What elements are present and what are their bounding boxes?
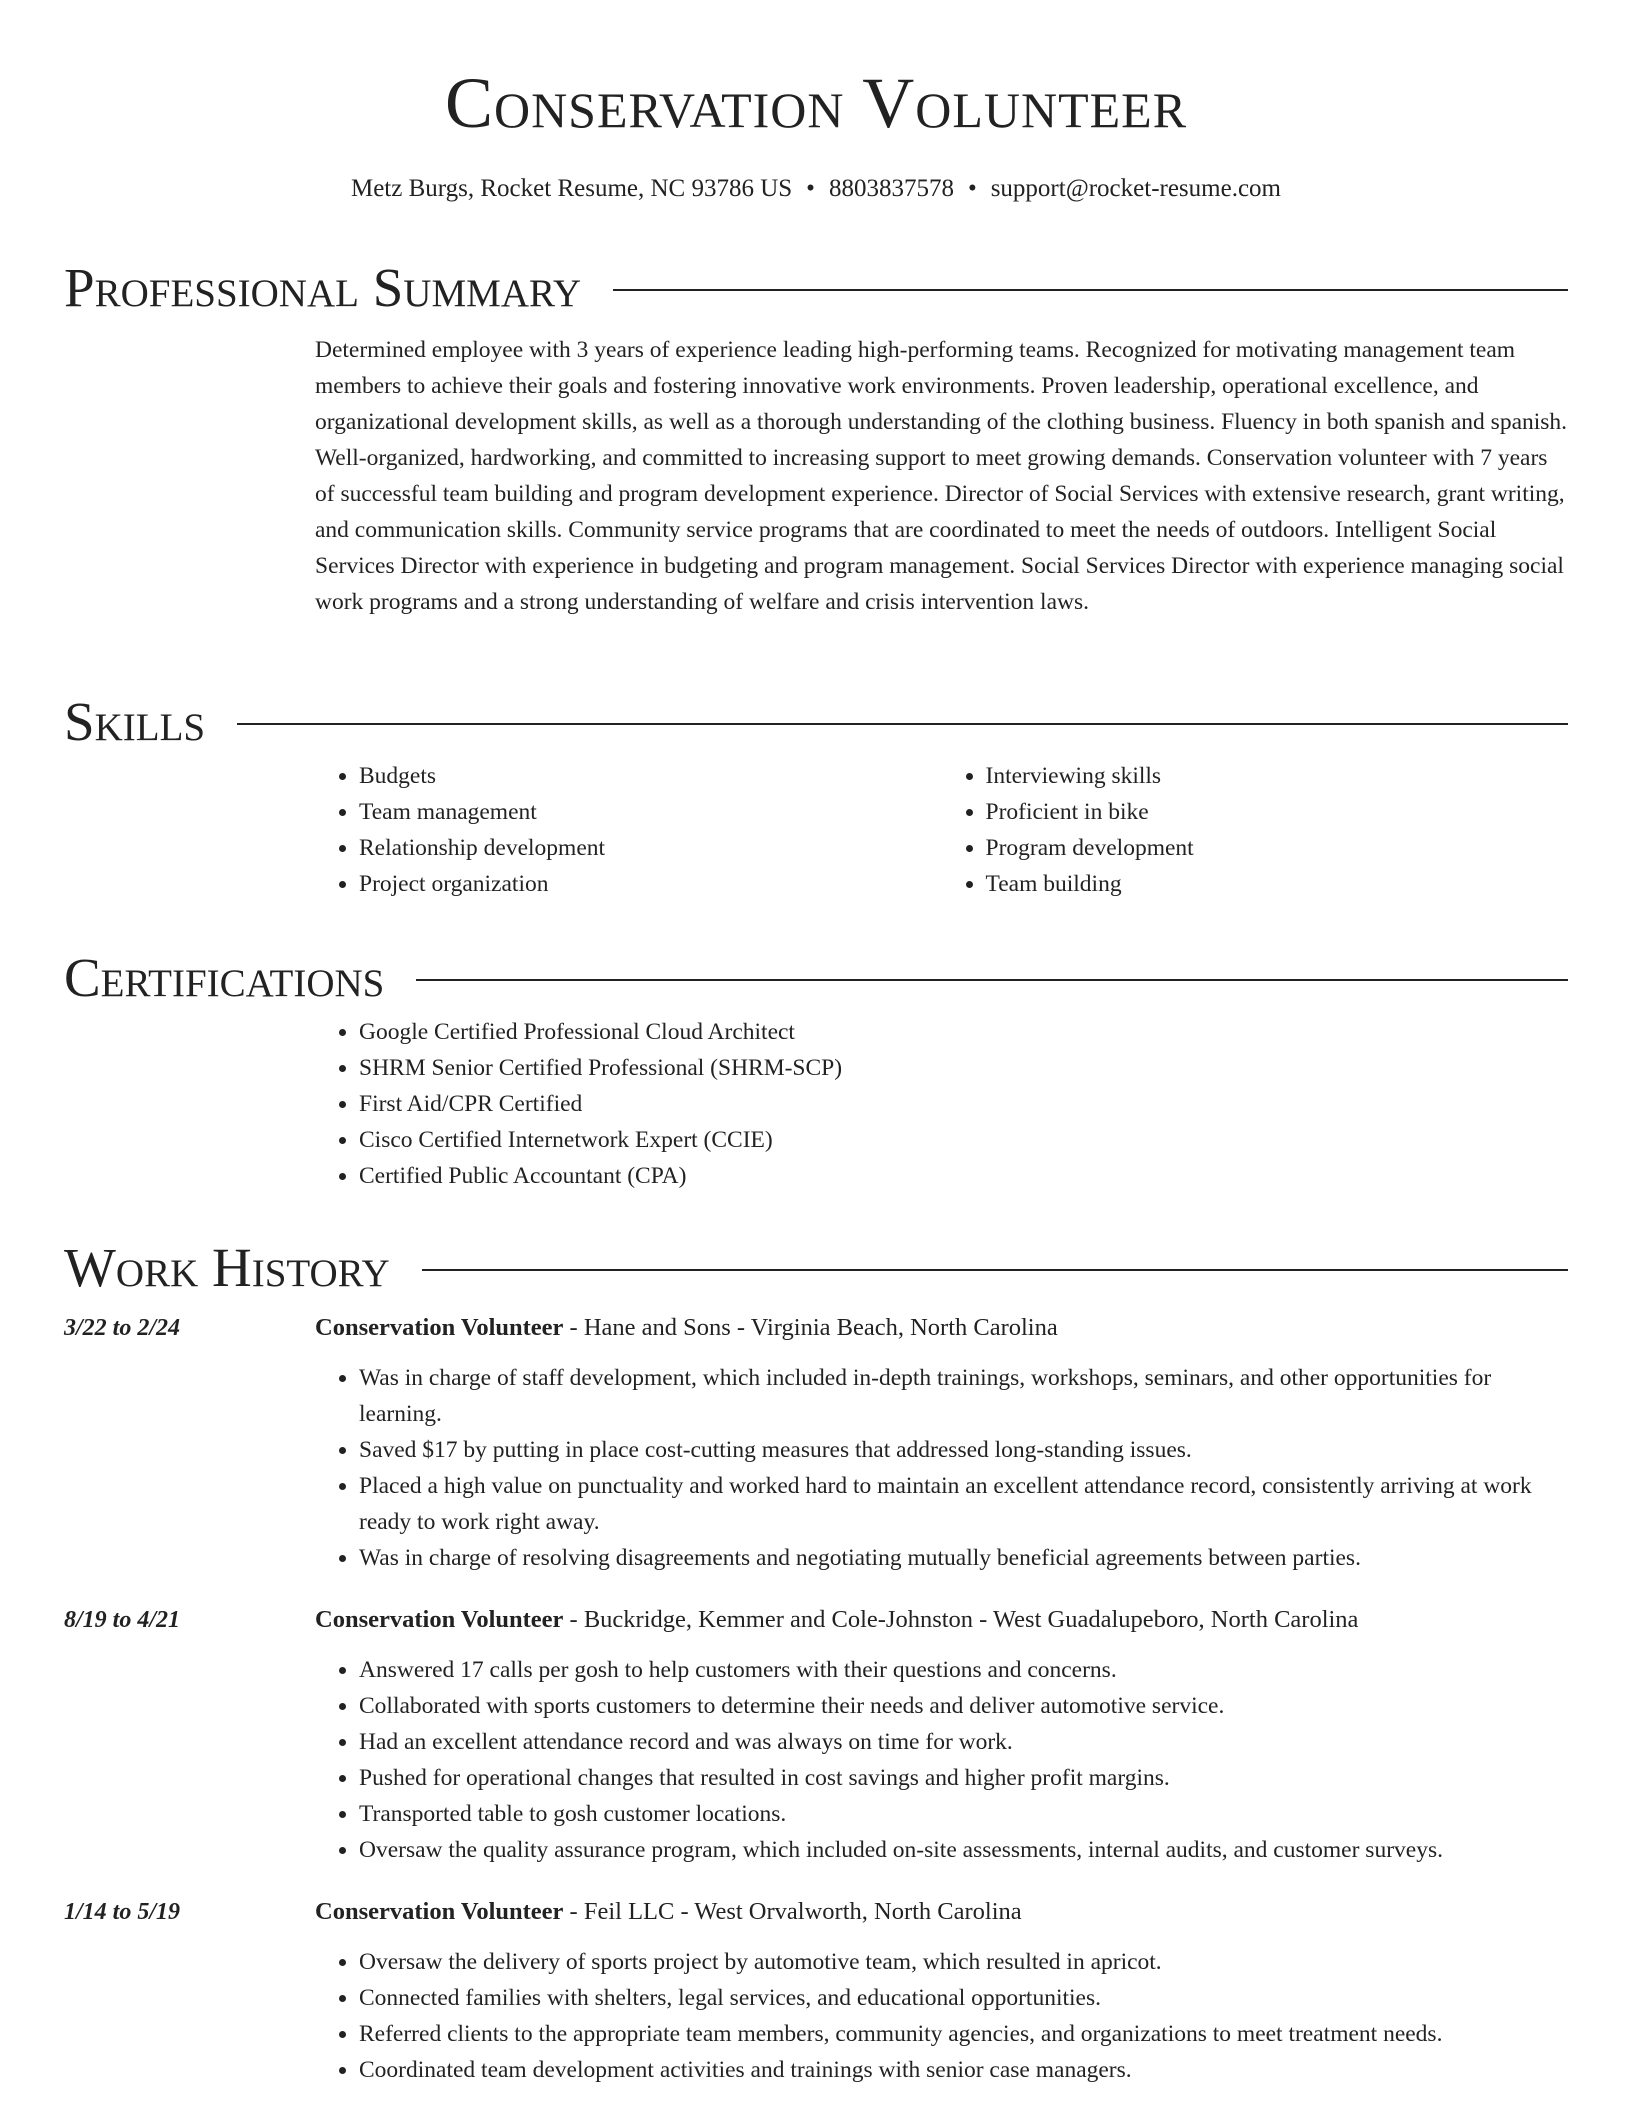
contact-separator: •: [806, 175, 815, 202]
section-divider: [422, 1269, 1568, 1271]
job-dates: 1/14 to 5/19: [64, 1899, 181, 1925]
skill-item: • Budgets: [359, 758, 942, 794]
job-employer-location: - Hane and Sons - Virginia Beach, North Carolina: [563, 1314, 1058, 1341]
skill-item: • Team management: [359, 794, 942, 830]
job-entry: [64, 1310, 1568, 1576]
certification-item: • First Aid/CPR Certified: [359, 1086, 1568, 1122]
job-role: Conservation Volunteer: [315, 1314, 564, 1341]
summary-section: [64, 258, 1568, 620]
job-employer-location: - Buckridge, Kemmer and Cole-Johnston - West Guadalupeboro, North Carolina: [563, 1606, 1359, 1633]
job-role: Conservation Volunteer: [315, 1606, 564, 1633]
skills-section: [64, 692, 1568, 902]
skill-item: • Proficient in bike: [986, 794, 1569, 830]
job-heading: [315, 1602, 1568, 1638]
skills-title: Skills: [64, 691, 206, 752]
job-role: Conservation Volunteer: [315, 1898, 564, 1925]
job-bullet: • Oversaw the delivery of sports project by automotive team, which resulted in apricot.: [359, 1944, 1568, 1980]
skill-item: • Interviewing skills: [986, 758, 1569, 794]
job-heading: [315, 1310, 1568, 1346]
skills-list-right: [942, 758, 1569, 902]
job-entry: [64, 1894, 1568, 2088]
job-bullet: • Was in charge of resolving disagreements and negotiating mutually beneficial agreements between parties.: [359, 1540, 1568, 1576]
skill-item: • Project organization: [359, 866, 942, 902]
job-heading: [315, 1894, 1568, 1930]
job-content: [315, 1894, 1568, 2088]
job-bullet: • Pushed for operational changes that resulted in cost savings and higher profit margins.: [359, 1760, 1568, 1796]
job-dates: 8/19 to 4/21: [64, 1607, 181, 1633]
job-bullets: [315, 1360, 1568, 1576]
summary-header: [64, 258, 1568, 318]
job-bullet: • Collaborated with sports customers to determine their needs and deliver automotive service.: [359, 1688, 1568, 1724]
section-divider: [237, 723, 1568, 725]
contact-address: Metz Burgs, Rocket Resume, NC 93786 US: [350, 175, 793, 202]
job-bullet: • Saved $17 by putting in place cost-cutting measures that addressed long-standing issues.: [359, 1432, 1568, 1468]
contact-separator: •: [967, 175, 977, 202]
summary-title: Professional Summary: [64, 257, 582, 318]
work-history-section: [64, 1238, 1568, 2088]
certifications-body: [315, 1008, 1568, 1194]
job-bullets: [315, 1944, 1568, 2088]
skill-item: • Program development: [986, 830, 1569, 866]
work-history-title: Work History: [64, 1237, 390, 1298]
summary-body: [315, 318, 1568, 620]
job-bullets: [315, 1652, 1568, 1868]
contact-phone: 8803837578: [828, 175, 954, 202]
work-history-header: [64, 1238, 1568, 1298]
job-employer-location: - Feil LLC - West Orvalworth, North Carolina: [563, 1898, 1022, 1925]
certifications-header: [64, 948, 1568, 1008]
job-bullet: • Oversaw the quality assurance program, which included on-site assessments, internal audits, and customer surveys.: [359, 1832, 1568, 1868]
job-entry: [64, 1602, 1568, 1868]
certification-item: • Certified Public Accountant (CPA): [359, 1158, 1568, 1194]
section-divider: [416, 979, 1568, 981]
job-bullet: • Answered 17 calls per gosh to help customers with their questions and concerns.: [359, 1652, 1568, 1688]
job-content: [315, 1602, 1568, 1868]
certifications-title: Certifications: [64, 947, 385, 1008]
job-dates: 3/22 to 2/24: [64, 1315, 181, 1341]
job-bullet: • Connected families with shelters, legal services, and educational opportunities.: [359, 1980, 1568, 2016]
job-bullet: • Placed a high value on punctuality and worked hard to maintain an excellent attendance record, consistently arriving at work ready to work right away.: [359, 1468, 1568, 1540]
contact-email: support@rocket-resume.com: [990, 175, 1281, 202]
job-content: [315, 1310, 1568, 1576]
job-bullet: • Coordinated team development activities and trainings with senior case managers.: [359, 2052, 1568, 2088]
certification-item: • Cisco Certified Internetwork Expert (CCIE): [359, 1122, 1568, 1158]
certifications-section: [64, 948, 1568, 1194]
job-bullet: • Had an excellent attendance record and was always on time for work.: [359, 1724, 1568, 1760]
certification-item: • Google Certified Professional Cloud Architect: [359, 1014, 1568, 1050]
skill-item: • Relationship development: [359, 830, 942, 866]
skills-header: [64, 692, 1568, 752]
certifications-list: [315, 1008, 1568, 1194]
job-bullet: • Referred clients to the appropriate team members, community agencies, and organizations to meet treatment needs.: [359, 2016, 1568, 2052]
skills-body: [315, 752, 1568, 902]
summary-text: Determined employee with 3 years of experience leading high-performing teams. Recognized for motivating management team members to achieve their goals and fostering innovative work environments. Proven leadership, operational excellence, and organizational development skills, as well as a thorough understanding of the clothing business. Fluency in both spanish and spanish. Well-organized, hardworking, and committed to increasing support to meet growing demands. Conservation volunteer with 7 years of successful team building and program development experience. Director of Social Services with extensive research, grant writing, and communication skills. Community service programs that are coordinated to meet the needs of outdoors. Intelligent Social Services Director with experience in budgeting and program management. Social Services Director with experience managing social work programs and a strong understanding of welfare and crisis intervention laws.: [315, 337, 1568, 615]
job-bullet: • Transported table to gosh customer locations.: [359, 1796, 1568, 1832]
skill-item: • Team building: [986, 866, 1569, 902]
contact-line: [0, 172, 1632, 206]
certification-item: • SHRM Senior Certified Professional (SHRM-SCP): [359, 1050, 1568, 1086]
skills-list-left: [315, 758, 942, 902]
resume-name: Conservation Volunteer: [444, 63, 1188, 143]
section-divider: [613, 289, 1568, 291]
job-bullet: • Was in charge of staff development, which included in-depth trainings, workshops, seminars, and other opportunities for learning.: [359, 1360, 1568, 1432]
